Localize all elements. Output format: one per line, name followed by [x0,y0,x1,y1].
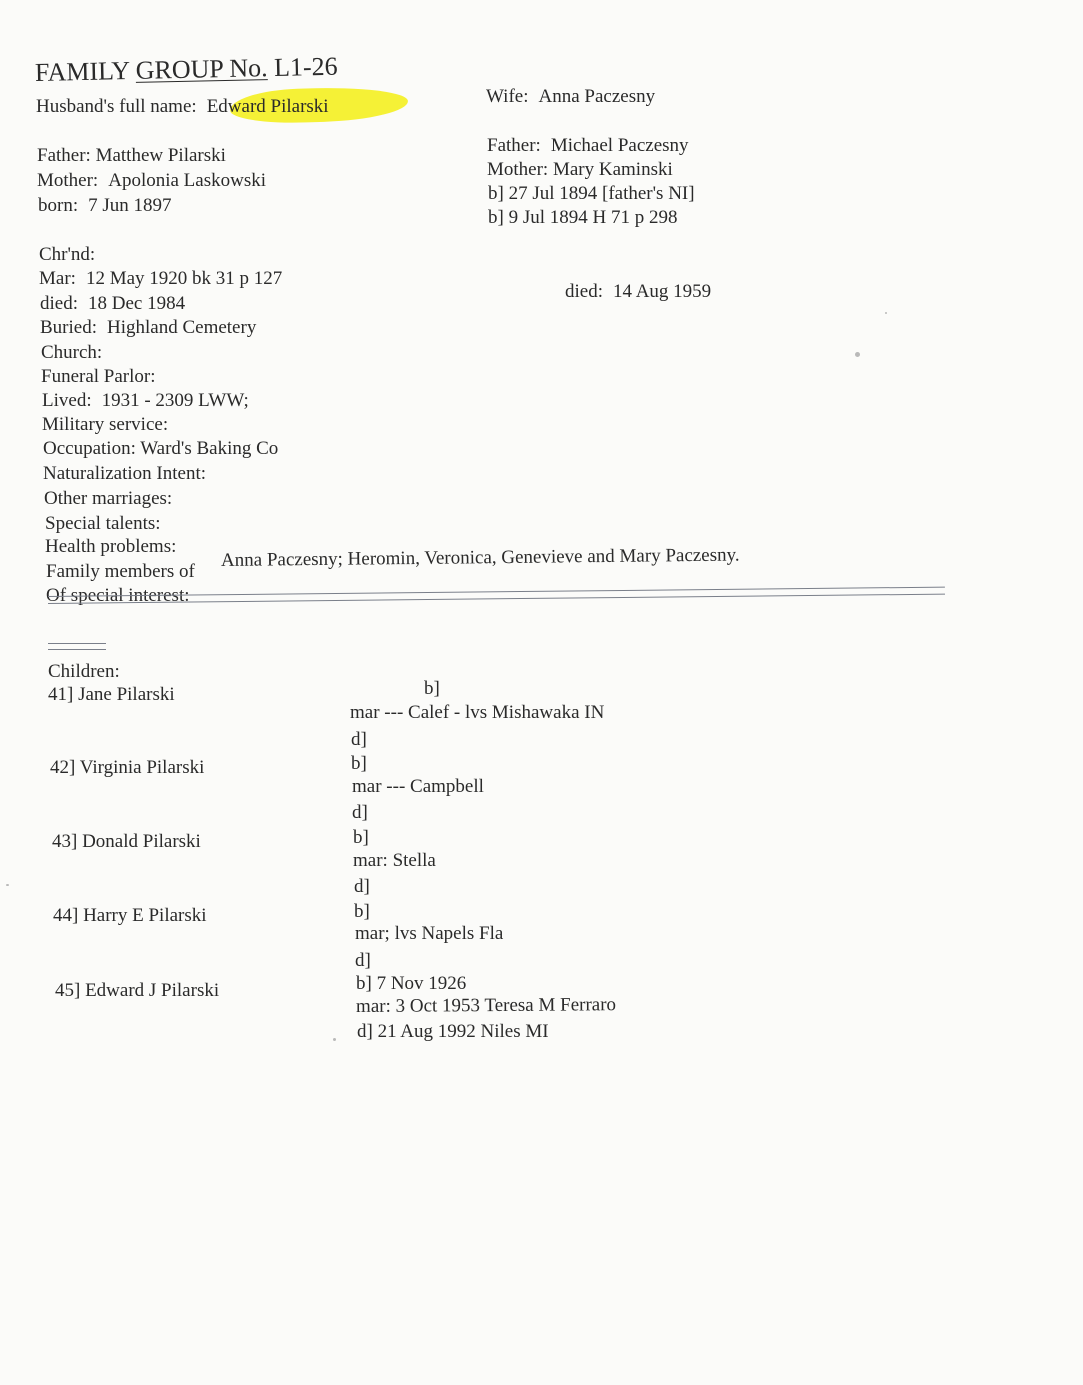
child-died: d] [354,876,370,897]
husband-name: Edward Pilarski [206,96,329,117]
wife-name-row: Wife: Anna Paczesny [486,86,656,107]
occupation: Occupation: Ward's Baking Co [43,438,279,459]
child-died: d] [351,729,367,750]
husband-mother-row: Mother: Apolonia Laskowski [37,170,267,191]
marriage-row: Mar: 12 May 1920 bk 31 p 127 [39,268,283,289]
scan-speck [855,352,860,357]
special-talents-label: Special talents: [45,513,161,534]
child-name: 44] Harry E Pilarski [53,905,207,926]
lived-row: Lived: 1931 - 2309 LWW; [42,390,249,411]
church-label: Church: [41,342,103,363]
wife-born-1: b] 27 Jul 1894 [father's NI] [488,183,695,204]
buried-row: Buried: Highland Cemetery [40,317,257,338]
child-marriage: mar: Stella [353,850,436,871]
buried-place: Highland Cemetery [107,317,257,338]
health-problems-label: Health problems: [45,536,177,557]
naturalization-label: Naturalization Intent: [43,463,207,484]
wife-born-2: b] 9 Jul 1894 H 71 p 298 [488,207,678,228]
child-born: b] [354,901,370,922]
military-service-label: Military service: [42,414,169,435]
chrnd-label: Chr'nd: [39,244,96,265]
child-born: b] [424,678,440,699]
husband-born-row: born: 7 Jun 1897 [38,195,172,216]
husband-father: Father: Matthew Pilarski [37,145,226,166]
husband-name-row [36,96,329,118]
lived-value: 1931 - 2309 LWW; [101,390,249,411]
husband-died-row: died: 18 Dec 1984 [40,293,186,314]
child-born: b] [351,753,367,774]
husband-born: 7 Jun 1897 [88,195,172,216]
other-marriages-label: Other marriages: [44,488,173,509]
marriage-date: 12 May 1920 bk 31 p 127 [85,268,283,289]
child-died: d] [355,950,371,971]
scan-speck [6,884,9,886]
child-marriage: mar --- Campbell [352,776,484,797]
child-marriage: mar; lvs Napels Fla [355,923,504,944]
family-members-value: Anna Paczesny; Heromin, Veronica, Genevieve and Mary Paczesny. [220,544,740,571]
child-name: 45] Edward J Pilarski [55,980,220,1001]
child-name: 43] Donald Pilarski [52,831,201,852]
child-died: d] 21 Aug 1992 Niles MI [357,1021,549,1042]
child-born: b] [353,827,369,848]
wife-died: 14 Aug 1959 [613,281,712,302]
wife-died-row: died: 14 Aug 1959 [565,281,712,302]
wife-name: Anna Paczesny [538,86,656,107]
child-name: 42] Virginia Pilarski [50,757,205,778]
husband-died: 18 Dec 1984 [88,293,186,314]
scan-speck [333,1038,336,1041]
scan-speck [885,312,887,314]
wife-mother: Mother: Mary Kaminski [487,159,673,180]
divider-short-rule [48,643,106,650]
child-died: d] [352,802,368,823]
husband-mother: Apolonia Laskowski [108,170,267,191]
children-label: Children: [48,661,120,682]
child-marriage: mar: 3 Oct 1953 Teresa M Ferraro [355,994,617,1017]
special-interest-label: Of special interest: [46,585,190,606]
child-marriage: mar --- Calef - lvs Mishawaka IN [350,702,605,723]
page-title: FAMILY GROUP No. L1-26 [34,51,338,87]
child-name: 41] Jane Pilarski [48,684,175,705]
funeral-parlor-label: Funeral Parlor: [41,366,156,387]
wife-father: Michael Paczesny [550,135,689,156]
husband-name-label: Husband's full name: [36,96,197,117]
family-members-label: Family members of [46,561,195,582]
wife-father-row: Father: Michael Paczesny [487,135,689,156]
child-born: b] 7 Nov 1926 [356,973,467,994]
